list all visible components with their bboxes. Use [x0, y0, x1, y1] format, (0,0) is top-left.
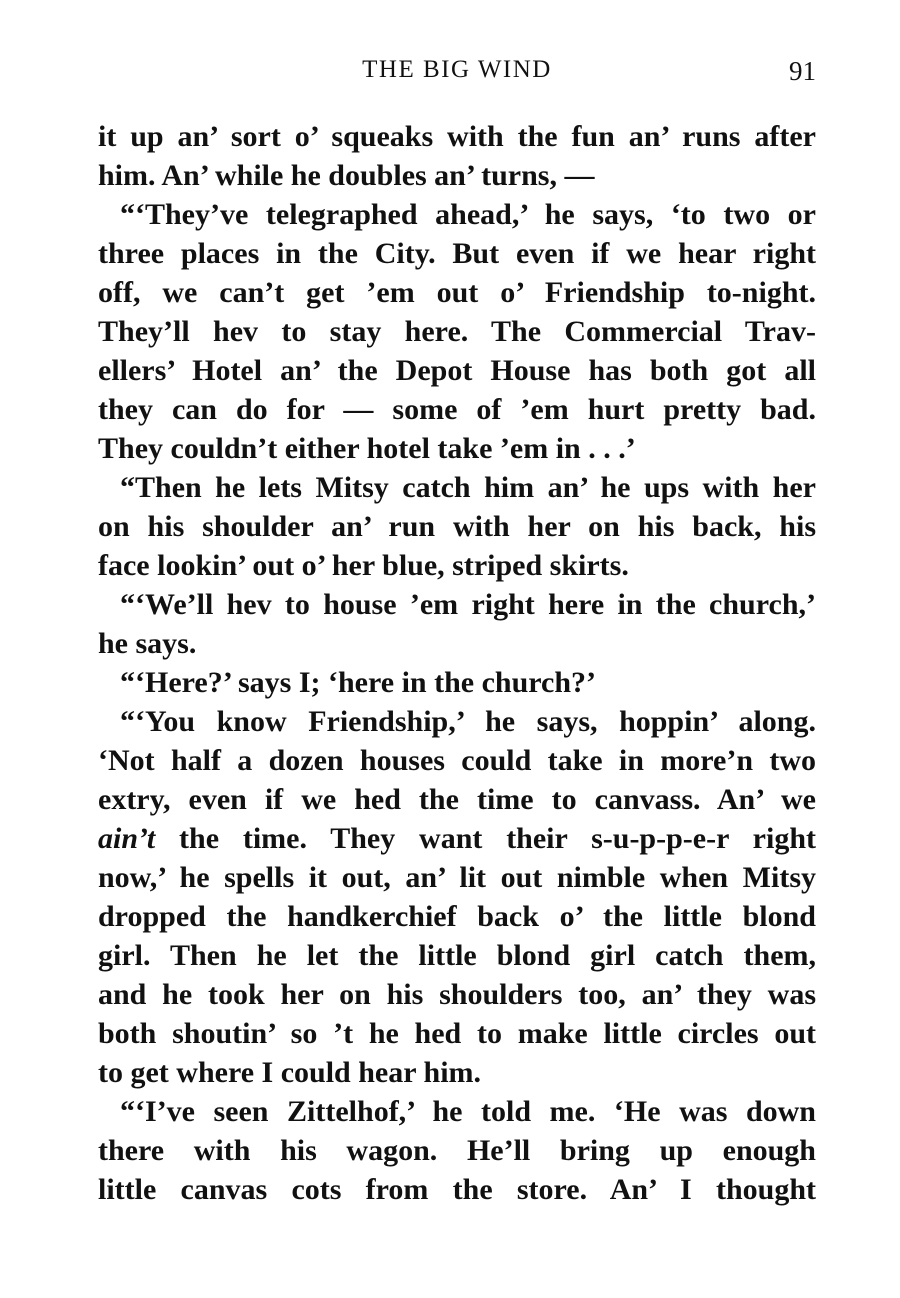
running-head — [98, 56, 816, 96]
body-text — [98, 117, 816, 1209]
text-line: They couldn’t either hotel take ’em in . . .’ — [98, 432, 636, 465]
text-line: him. An’ while he doubles an’ turns, — — [98, 159, 595, 192]
text-line: “‘They’ve telegraphed ahead,’ he says, ‘to two or — [120, 198, 816, 231]
text-line: both shoutin’ so ’t he hed to make little circles out — [98, 1017, 816, 1050]
text-line: now,’ he spells it out, an’ lit out nimble when Mitsy — [98, 861, 816, 894]
text-line: little canvas cots from the store. An’ I thought — [98, 1173, 816, 1206]
text-line: he says. — [98, 627, 197, 660]
text-line: ain’t the time. They want their s-u-p-p-e-r right — [98, 822, 816, 855]
page-number: 91 — [789, 56, 816, 86]
text-line: it up an’ sort o’ squeaks with the fun an’ runs after — [98, 120, 816, 153]
text-line: and he took her on his shoulders too, an’ they was — [98, 978, 816, 1011]
text-line: “‘Here?’ says I; ‘here in the church?’ — [120, 666, 597, 699]
text-line: off, we can’t get ’em out o’ Friendship to-night. — [98, 276, 816, 309]
text-line: there with his wagon. He’ll bring up enough — [98, 1134, 816, 1167]
text-line: extry, even if we hed the time to canvass. An’ we — [98, 783, 816, 816]
running-title: THE BIG WIND — [362, 56, 552, 83]
text-line: “‘I’ve seen Zittelhof,’ he told me. ‘He was down — [120, 1095, 816, 1128]
text-line: ‘Not half a dozen houses could take in more’n two — [98, 744, 816, 777]
text-line: face lookin’ out o’ her blue, striped skirts. — [98, 549, 629, 582]
text-line: “‘You know Friendship,’ he says, hoppin’ along. — [120, 705, 816, 738]
text-line: girl. Then he let the little blond girl catch them, — [98, 939, 816, 972]
text-line: dropped the handkerchief back o’ the little blond — [98, 900, 816, 933]
text-line: “‘We’ll hev to house ’em right here in the church,’ — [120, 588, 816, 621]
text-line: “Then he lets Mitsy catch him an’ he ups with her — [120, 471, 816, 504]
text-line: ellers’ Hotel an’ the Depot House has both got all — [98, 354, 816, 387]
text-line: on his shoulder an’ run with her on his back, his — [98, 510, 816, 543]
text-line: to get where I could hear him. — [98, 1056, 482, 1089]
text-line: They’ll hev to stay here. The Commercial Trav- — [98, 315, 816, 348]
text-line: three places in the City. But even if we hear right — [98, 237, 816, 270]
text-line: they can do for — some of ’em hurt pretty bad. — [98, 393, 816, 426]
